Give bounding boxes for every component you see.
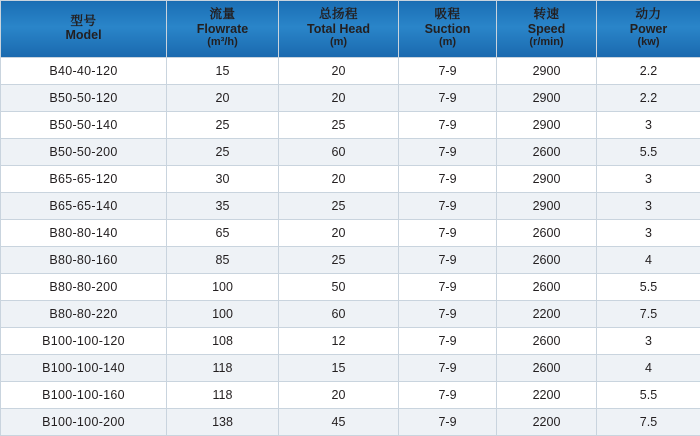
cell-power: 2.2 <box>597 85 700 112</box>
cell-power: 4 <box>597 355 700 382</box>
cell-suction: 7-9 <box>399 274 497 301</box>
cell-total-head: 60 <box>279 139 399 166</box>
table-row <box>1 112 700 139</box>
cell-model: B100-100-160 <box>1 382 167 409</box>
cell-speed: 2600 <box>497 328 597 355</box>
cell-model: B65-65-140 <box>1 193 167 220</box>
cell-model: B50-50-140 <box>1 112 167 139</box>
cell-flowrate: 20 <box>167 85 279 112</box>
cell-model: B100-100-120 <box>1 328 167 355</box>
cell-power: 7.5 <box>597 301 700 328</box>
cell-suction: 7-9 <box>399 355 497 382</box>
cell-flowrate: 138 <box>167 409 279 436</box>
cell-speed: 2900 <box>497 193 597 220</box>
column-header-total-head-cn: 总扬程 <box>281 7 396 21</box>
cell-speed: 2600 <box>497 355 597 382</box>
cell-model: B65-65-120 <box>1 166 167 193</box>
cell-power: 5.5 <box>597 139 700 166</box>
cell-speed: 2900 <box>497 85 597 112</box>
cell-power: 3 <box>597 220 700 247</box>
cell-model: B100-100-140 <box>1 355 167 382</box>
cell-suction: 7-9 <box>399 409 497 436</box>
cell-speed: 2200 <box>497 409 597 436</box>
table-row <box>1 301 700 328</box>
cell-power: 2.2 <box>597 58 700 85</box>
cell-speed: 2600 <box>497 220 597 247</box>
cell-speed: 2900 <box>497 112 597 139</box>
column-header-speed <box>497 1 597 58</box>
cell-speed: 2900 <box>497 58 597 85</box>
cell-suction: 7-9 <box>399 85 497 112</box>
cell-power: 3 <box>597 193 700 220</box>
cell-model: B80-80-160 <box>1 247 167 274</box>
cell-model: B80-80-140 <box>1 220 167 247</box>
cell-power: 3 <box>597 112 700 139</box>
header-row <box>1 1 700 58</box>
cell-suction: 7-9 <box>399 112 497 139</box>
table-row <box>1 85 700 112</box>
cell-flowrate: 118 <box>167 355 279 382</box>
table-row <box>1 409 700 436</box>
cell-total-head: 12 <box>279 328 399 355</box>
cell-total-head: 50 <box>279 274 399 301</box>
column-header-model-en: Model <box>3 28 164 42</box>
table-row <box>1 58 700 85</box>
cell-flowrate: 100 <box>167 301 279 328</box>
cell-total-head: 15 <box>279 355 399 382</box>
cell-speed: 2900 <box>497 166 597 193</box>
cell-total-head: 25 <box>279 193 399 220</box>
cell-flowrate: 65 <box>167 220 279 247</box>
column-header-total-head <box>279 1 399 58</box>
column-header-flowrate <box>167 1 279 58</box>
table-row <box>1 274 700 301</box>
table-row <box>1 193 700 220</box>
cell-total-head: 20 <box>279 85 399 112</box>
table-row <box>1 139 700 166</box>
cell-flowrate: 108 <box>167 328 279 355</box>
table-row <box>1 382 700 409</box>
cell-power: 4 <box>597 247 700 274</box>
cell-total-head: 25 <box>279 247 399 274</box>
cell-model: B100-100-200 <box>1 409 167 436</box>
table-row <box>1 247 700 274</box>
cell-total-head: 20 <box>279 58 399 85</box>
cell-total-head: 20 <box>279 220 399 247</box>
cell-suction: 7-9 <box>399 328 497 355</box>
cell-power: 5.5 <box>597 274 700 301</box>
column-header-power-unit: (kw) <box>599 36 698 49</box>
column-header-flowrate-unit: (m³/h) <box>169 36 276 49</box>
column-header-suction-cn: 吸程 <box>401 7 494 21</box>
cell-speed: 2200 <box>497 301 597 328</box>
cell-speed: 2600 <box>497 247 597 274</box>
cell-power: 3 <box>597 166 700 193</box>
cell-suction: 7-9 <box>399 301 497 328</box>
cell-flowrate: 118 <box>167 382 279 409</box>
cell-suction: 7-9 <box>399 220 497 247</box>
cell-model: B50-50-200 <box>1 139 167 166</box>
cell-total-head: 45 <box>279 409 399 436</box>
cell-power: 7.5 <box>597 409 700 436</box>
cell-suction: 7-9 <box>399 247 497 274</box>
column-header-power-en: Power <box>599 22 698 36</box>
table-body <box>1 58 700 436</box>
column-header-flowrate-en: Flowrate <box>169 22 276 36</box>
cell-power: 5.5 <box>597 382 700 409</box>
cell-speed: 2600 <box>497 274 597 301</box>
column-header-suction-en: Suction <box>401 22 494 36</box>
table-row <box>1 328 700 355</box>
cell-speed: 2200 <box>497 382 597 409</box>
column-header-suction-unit: (m) <box>401 36 494 49</box>
cell-speed: 2600 <box>497 139 597 166</box>
cell-suction: 7-9 <box>399 139 497 166</box>
table-row <box>1 220 700 247</box>
column-header-power <box>597 1 700 58</box>
cell-total-head: 25 <box>279 112 399 139</box>
cell-flowrate: 25 <box>167 112 279 139</box>
column-header-power-cn: 动力 <box>599 7 698 21</box>
cell-total-head: 20 <box>279 166 399 193</box>
column-header-total-head-en: Total Head <box>281 22 396 36</box>
cell-suction: 7-9 <box>399 58 497 85</box>
cell-flowrate: 25 <box>167 139 279 166</box>
column-header-total-head-unit: (m) <box>281 36 396 49</box>
cell-flowrate: 35 <box>167 193 279 220</box>
column-header-speed-en: Speed <box>499 22 594 36</box>
cell-power: 3 <box>597 328 700 355</box>
cell-model: B40-40-120 <box>1 58 167 85</box>
cell-flowrate: 100 <box>167 274 279 301</box>
column-header-model <box>1 1 167 58</box>
cell-suction: 7-9 <box>399 382 497 409</box>
cell-total-head: 60 <box>279 301 399 328</box>
table-row <box>1 166 700 193</box>
cell-total-head: 20 <box>279 382 399 409</box>
cell-suction: 7-9 <box>399 193 497 220</box>
column-header-suction <box>399 1 497 58</box>
table-header <box>1 1 700 58</box>
column-header-flowrate-cn: 流量 <box>169 7 276 21</box>
cell-flowrate: 85 <box>167 247 279 274</box>
cell-flowrate: 30 <box>167 166 279 193</box>
cell-flowrate: 15 <box>167 58 279 85</box>
cell-model: B50-50-120 <box>1 85 167 112</box>
table-row <box>1 355 700 382</box>
cell-suction: 7-9 <box>399 166 497 193</box>
cell-model: B80-80-220 <box>1 301 167 328</box>
column-header-speed-unit: (r/min) <box>499 36 594 49</box>
cell-model: B80-80-200 <box>1 274 167 301</box>
column-header-speed-cn: 转速 <box>499 7 594 21</box>
column-header-model-cn: 型号 <box>3 14 164 28</box>
